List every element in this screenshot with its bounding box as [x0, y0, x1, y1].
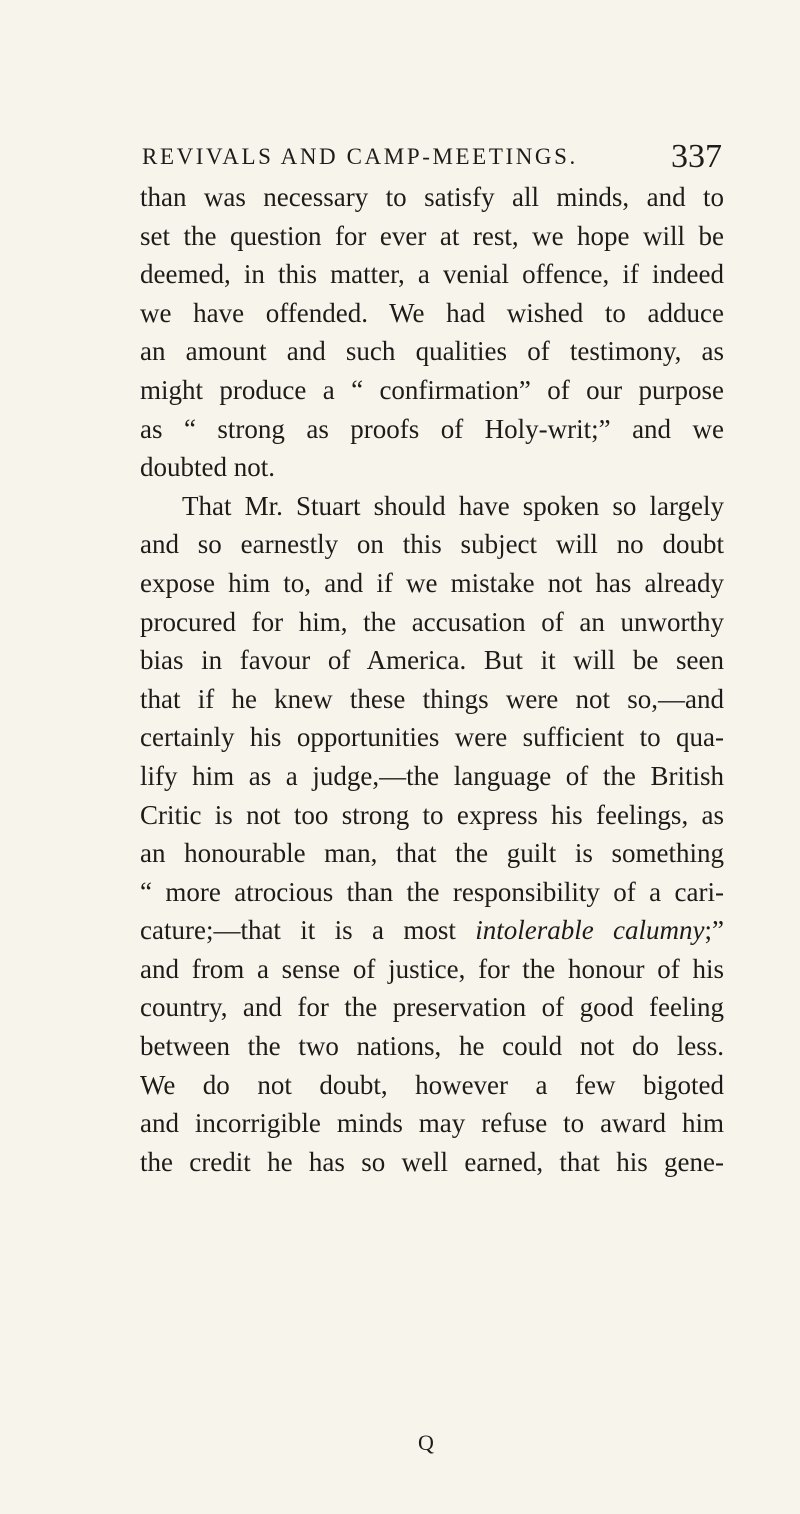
paragraph-2	[140, 487, 724, 1182]
text-line: set the question for ever at rest, we hope will be	[140, 220, 724, 251]
text-line: certainly his opportunities were sufficient to qua-	[140, 722, 724, 753]
text-line: lify him as a judge,—the language of the British	[140, 760, 724, 791]
text-line: that if he knew these things were not so,—and	[140, 683, 724, 714]
text-line: between the two nations, he could not do less.	[140, 1031, 724, 1062]
text-line: bias in favour of America. But it will be seen	[140, 645, 724, 676]
text-line: We do not doubt, however a few bigoted	[140, 1069, 724, 1100]
text-line: and from a sense of justice, for the honour of his	[140, 953, 724, 984]
text-line: than was necessary to satisfy all minds, and to	[140, 182, 724, 212]
text-line-with-italic	[140, 911, 724, 950]
italic-phrase: intolerable calumny	[475, 915, 705, 946]
text-line: we have offended. We had wished to adduce	[140, 297, 724, 328]
body-text	[140, 178, 724, 1181]
text-line: and so earnestly on this subject will no doubt	[140, 529, 724, 560]
text-line: Critic is not too strong to express his feelings, as	[140, 799, 724, 830]
text-line: deemed, in this matter, a venial offence, if indeed	[140, 259, 724, 290]
page-number: 337	[671, 138, 722, 175]
text-line: country, and for the preservation of good feeling	[140, 992, 724, 1023]
text-line: That Mr. Stuart should have spoken so largely	[182, 490, 724, 521]
text-line: an honourable man, that the guilt is something	[140, 838, 724, 869]
text-line: might produce a “ confirmation” of our purpose	[140, 374, 724, 405]
text-segment: ;”	[704, 915, 725, 946]
text-line: and incorrigible minds may refuse to award him	[140, 1108, 724, 1139]
text-line: procured for him, the accusation of an unworthy	[140, 606, 724, 637]
text-line: an amount and such qualities of testimony, as	[140, 336, 724, 367]
text-line: the credit he has so well earned, that his gene-	[140, 1146, 724, 1177]
text-line: as “ strong as proofs of Holy-writ;” and we	[140, 413, 724, 444]
running-head	[142, 138, 722, 178]
text-line: doubted not.	[140, 452, 275, 483]
paragraph-1	[140, 178, 724, 487]
text-segment: cature;—that it is a most	[140, 915, 456, 946]
text-line: “ more atrocious than the responsibility of a cari-	[140, 876, 724, 907]
running-title: REVIVALS AND CAMP-MEETINGS.	[142, 144, 578, 169]
signature-mark: Q	[418, 1430, 434, 1455]
text-line: expose him to, and if we mistake not has already	[140, 567, 724, 598]
